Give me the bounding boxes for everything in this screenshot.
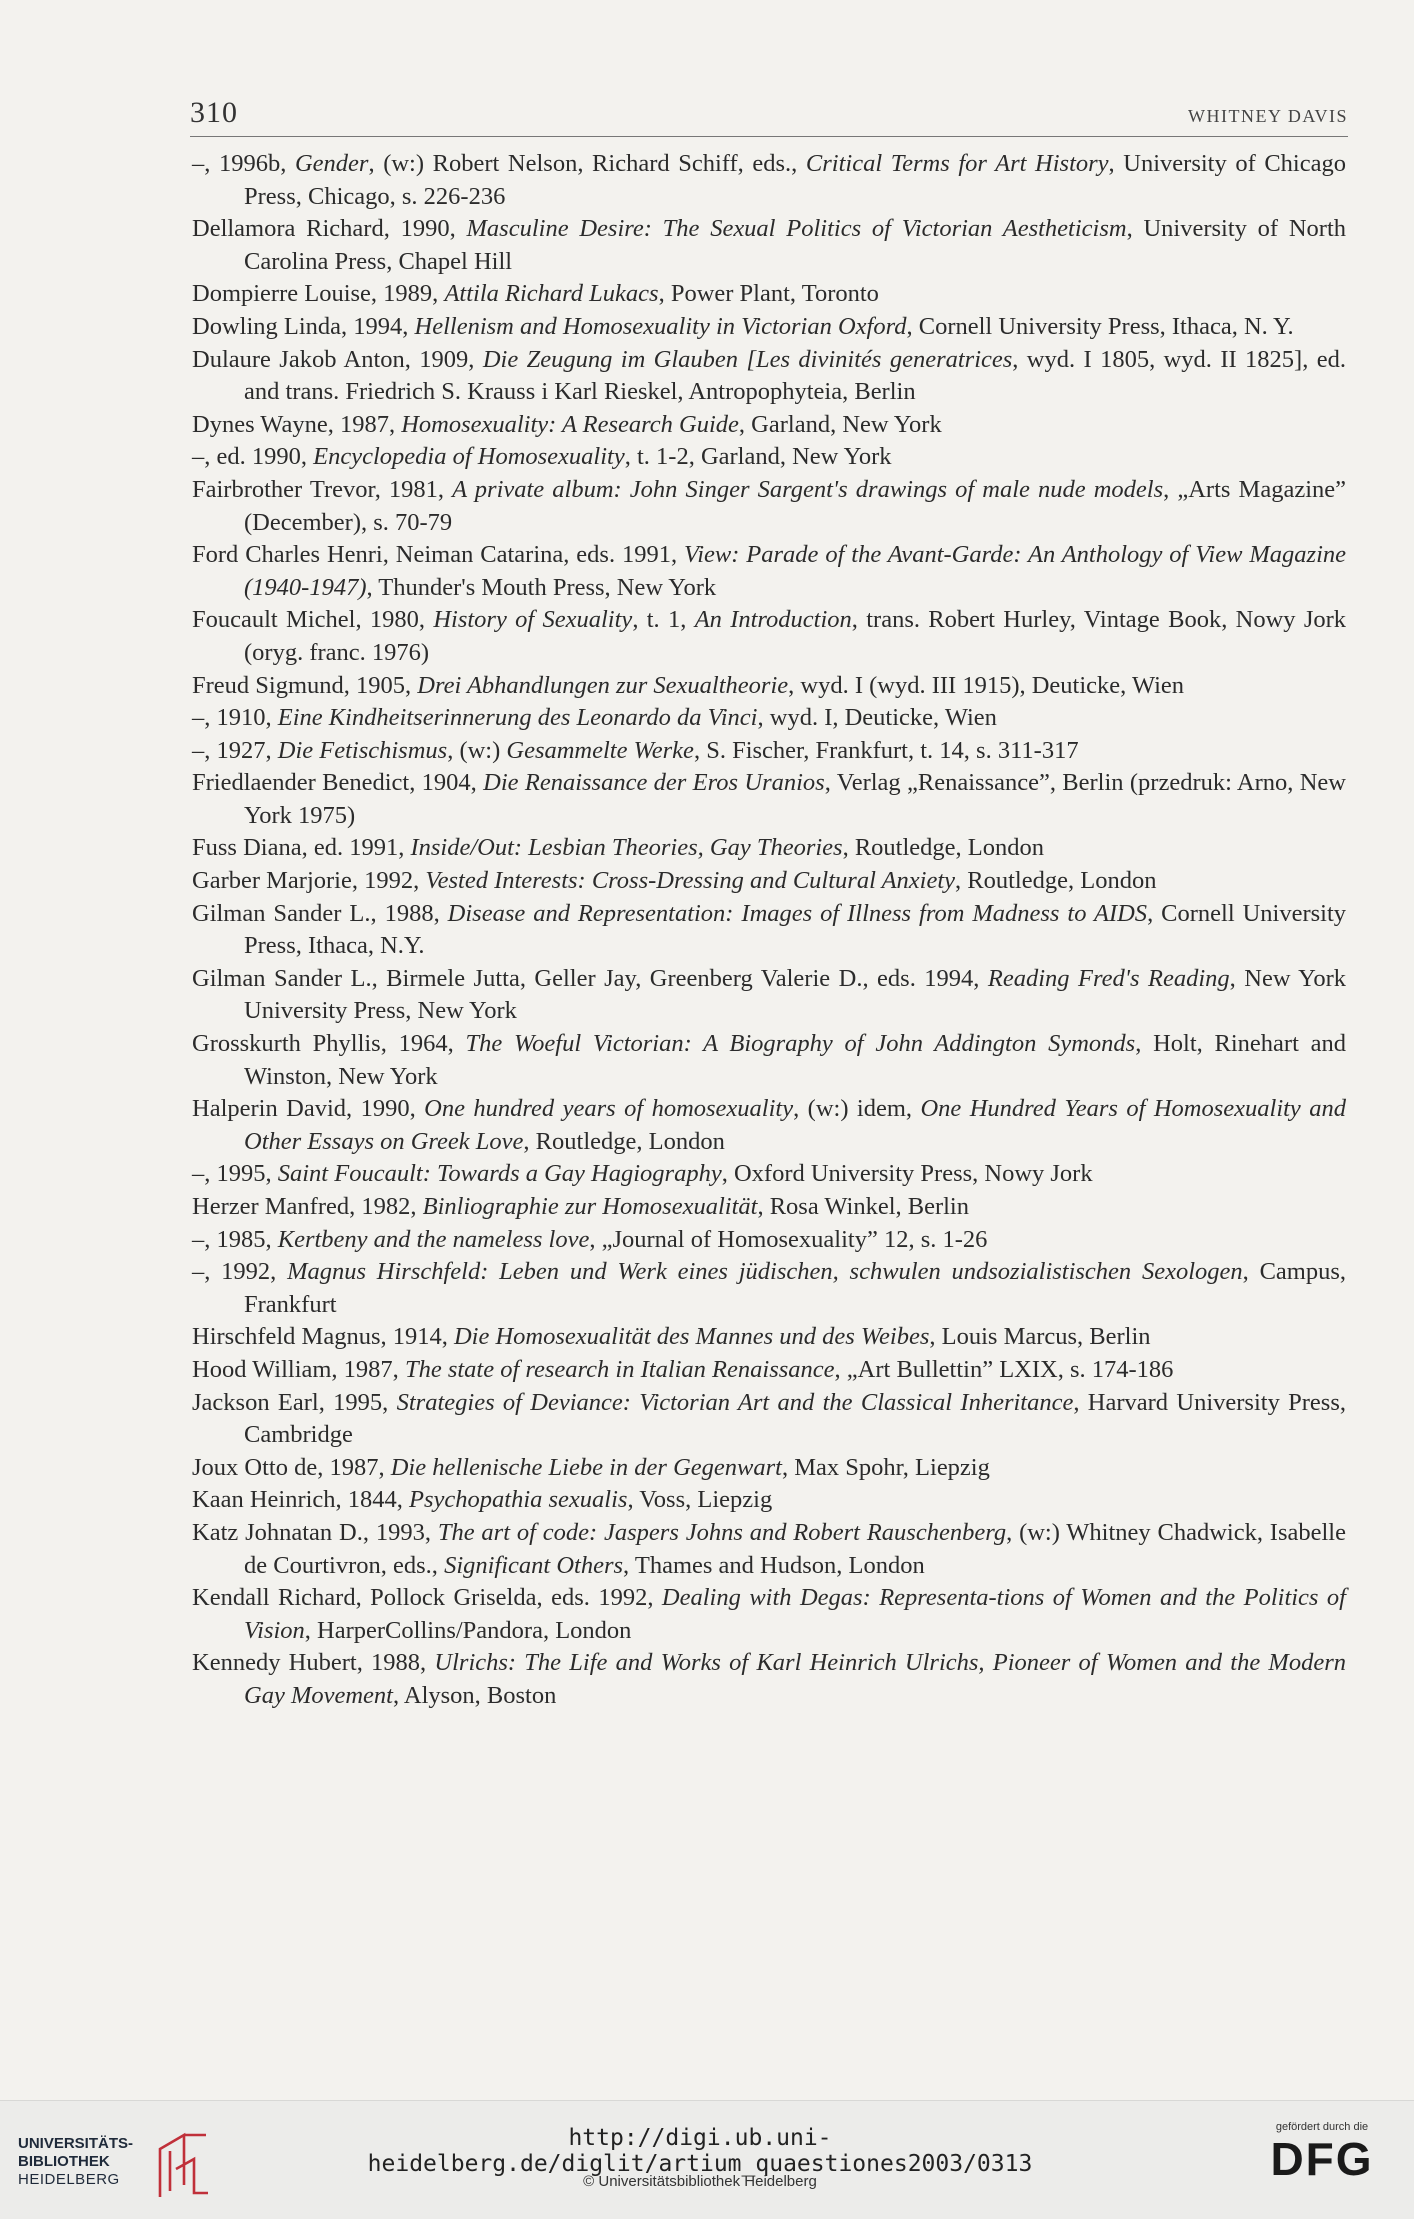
entry-text: , Thunder's Mouth Press, New York bbox=[366, 573, 717, 601]
entry-text: Gilman Sander L., 1988, bbox=[192, 899, 448, 927]
entry-text: –, 1995, bbox=[192, 1160, 278, 1188]
entry-title: One hundred years of homosexuality bbox=[424, 1095, 794, 1123]
bibliography-entry bbox=[192, 1028, 1346, 1093]
bibliography-entry bbox=[192, 1452, 1346, 1485]
entry-title: One Hundred Years of Homosexuality and Other Essays on Greek Love bbox=[244, 1095, 1346, 1155]
entry-title: Critical Terms for Art History bbox=[805, 150, 1109, 177]
bibliography-entry bbox=[192, 1321, 1346, 1354]
entry-text: , Rosa Winkel, Berlin bbox=[757, 1193, 969, 1220]
entry-title: Homosexuality: A Research Guide bbox=[401, 410, 739, 438]
entry-text: , Routledge, London bbox=[842, 834, 1044, 862]
entry-text: Dompierre Louise, 1989, bbox=[192, 280, 445, 308]
bibliography-entry bbox=[192, 1158, 1346, 1191]
entry-text: , Alyson, Boston bbox=[392, 1681, 557, 1709]
bibliography-entry bbox=[192, 213, 1346, 278]
entry-text: Kaan Heinrich, 1844, bbox=[192, 1486, 410, 1514]
entry-text: Katz Johnatan D., 1993, bbox=[192, 1518, 438, 1546]
entry-title: The Woeful Victorian: A Biography of John Addington Symonds bbox=[465, 1030, 1136, 1058]
entry-title: Psychopathia sexualis bbox=[409, 1486, 628, 1514]
entry-text: , University of North Carolina Press, Chapel Hill bbox=[244, 215, 1347, 275]
entry-text: , „Journal of Homosexuality” 12, s. 1-26 bbox=[589, 1225, 988, 1253]
dfg-caption: gefördert durch die bbox=[1275, 2121, 1369, 2133]
entry-text: –, 1910, bbox=[192, 704, 278, 732]
entry-title: Strategies of Deviance: Victorian Art and the Classical Inheritance bbox=[396, 1388, 1074, 1416]
entry-text: , (w:) Robert Nelson, Richard Schiff, eds., bbox=[368, 150, 806, 177]
entry-text: Kennedy Hubert, 1988, bbox=[192, 1649, 435, 1677]
bibliography-entry bbox=[192, 1354, 1346, 1387]
bibliography-entry bbox=[192, 1256, 1346, 1321]
entry-title: History of Sexuality bbox=[433, 606, 633, 634]
entry-text: –, 1985, bbox=[192, 1225, 278, 1253]
page-number: 310 bbox=[190, 96, 238, 129]
entry-text: Dellamora Richard, 1990, bbox=[192, 215, 467, 243]
entry-text: Joux Otto de, 1987, bbox=[192, 1453, 391, 1481]
entry-text: , „Art Bullettin” LXIX, s. 174-186 bbox=[834, 1355, 1174, 1383]
entry-text: Dulaure Jakob Anton, 1909, bbox=[192, 345, 483, 373]
bibliography-entry bbox=[192, 1191, 1346, 1224]
entry-title: A private album: John Singer Sargent's drawings of male nude models bbox=[452, 475, 1164, 503]
bibliography-entry bbox=[192, 865, 1346, 898]
entry-title: Disease and Representation: Images of Illness from Madness to AIDS bbox=[447, 899, 1148, 927]
entry-text: , Routledge, London bbox=[523, 1127, 725, 1155]
entry-text: –, 1992, bbox=[192, 1258, 288, 1286]
bibliography-entry bbox=[192, 1224, 1346, 1257]
bibliography-entry bbox=[192, 1582, 1346, 1647]
library-name-line2: BIBLIOTHEK bbox=[18, 2153, 110, 2170]
bibliography-entry bbox=[192, 1647, 1346, 1712]
bibliography-entry bbox=[192, 735, 1346, 768]
entry-title: Eine Kindheitserinnerung des Leonardo da Vinci bbox=[277, 704, 758, 732]
entry-text: Herzer Manfred, 1982, bbox=[192, 1193, 423, 1220]
bibliography-entry bbox=[192, 702, 1346, 735]
bibliography-entry bbox=[192, 1517, 1346, 1582]
entry-text: Fuss Diana, ed. 1991, bbox=[192, 834, 411, 862]
running-head: WHITNEY DAVIS bbox=[1188, 106, 1348, 126]
bibliography-entry bbox=[192, 1484, 1346, 1517]
bibliography-entry bbox=[192, 148, 1346, 213]
entry-text: Hirschfeld Magnus, 1914, bbox=[192, 1323, 454, 1351]
bibliography-entry bbox=[192, 278, 1346, 311]
entry-text: , S. Fischer, Frankfurt, t. 14, s. 311-317 bbox=[693, 736, 1079, 764]
entry-title: Die Homosexualität des Mannes und des Weibes bbox=[453, 1323, 930, 1351]
entry-title: The art of code: Jaspers Johns and Robert Rauschenberg bbox=[437, 1518, 1007, 1546]
entry-text: , Max Spohr, Liepzig bbox=[781, 1453, 990, 1481]
entry-text: –, 1927, bbox=[192, 736, 278, 764]
entry-text: , Cornell University Press, Ithaca, N. Y. bbox=[906, 312, 1294, 340]
entry-text: Halperin David, 1990, bbox=[192, 1095, 425, 1123]
entry-title: Attila Richard Lukacs bbox=[444, 280, 659, 308]
bibliography-entry bbox=[192, 409, 1346, 442]
entry-text: , Routledge, London bbox=[955, 867, 1157, 895]
entry-text: , „Arts Magazine” (December), s. 70-79 bbox=[244, 475, 1347, 536]
bibliography-entry bbox=[192, 1387, 1346, 1452]
entry-text: Hood William, 1987, bbox=[192, 1355, 405, 1383]
entry-title: Die Zeugung im Glauben [Les divinités generatrices bbox=[482, 345, 1013, 373]
entry-text: Fairbrother Trevor, 1981, bbox=[192, 475, 453, 503]
entry-title: Reading Fred's Reading bbox=[987, 964, 1230, 992]
entry-text: , Voss, Liepzig bbox=[627, 1486, 773, 1514]
bibliography-entry bbox=[192, 767, 1346, 832]
document-url-link[interactable]: http://digi.ub.uni-heidelberg.de/diglit/artium_quaestiones2003/0313 bbox=[367, 2125, 1033, 2177]
entry-title: Significant Others bbox=[444, 1551, 624, 1579]
entry-text: Dynes Wayne, 1987, bbox=[192, 410, 402, 438]
entry-text: , Power Plant, Toronto bbox=[658, 280, 879, 308]
entry-title: View: Parade of the Avant-Garde: An Anthology of View Magazine (1940-1947) bbox=[244, 541, 1346, 601]
entry-text: , Garland, New York bbox=[738, 410, 942, 438]
entry-title: Vested Interests: Cross-Dressing and Cultural Anxiety bbox=[425, 867, 956, 895]
entry-text: , New York University Press, New York bbox=[244, 964, 1346, 1025]
bibliography-list bbox=[192, 148, 1346, 1713]
entry-text: , wyd. I, Deuticke, Wien bbox=[757, 704, 997, 732]
entry-text: , Oxford University Press, Nowy Jork bbox=[721, 1160, 1093, 1188]
bibliography-entry bbox=[192, 604, 1346, 669]
entry-text: Kendall Richard, Pollock Griselda, eds. 1992, bbox=[192, 1584, 662, 1612]
footer bbox=[0, 2100, 1414, 2219]
bibliography-entry bbox=[192, 963, 1346, 1028]
entry-title: An Introduction bbox=[694, 606, 852, 634]
entry-title: Gender bbox=[294, 150, 369, 177]
entry-text: –, 1996b, bbox=[192, 150, 295, 177]
entry-text: Foucault Michel, 1980, bbox=[192, 606, 434, 634]
entry-title: Saint Foucault: Towards a Gay Hagiography bbox=[277, 1160, 722, 1188]
entry-text: , wyd. I (wyd. III 1915), Deuticke, Wien bbox=[788, 671, 1185, 699]
bibliography-entry bbox=[192, 832, 1346, 865]
bibliography-entry bbox=[192, 539, 1346, 604]
entry-title: Die hellenische Liebe in der Gegenwart bbox=[390, 1453, 782, 1481]
entry-text: , trans. Robert Hurley, Vintage Book, Nowy Jork (oryg. franc. 1976) bbox=[244, 606, 1347, 666]
copyright-text: © Universitätsbibliothek Heidelberg bbox=[583, 2173, 817, 2190]
bibliography-entry bbox=[192, 441, 1346, 474]
bibliography-entry bbox=[192, 898, 1346, 963]
entry-text: , Thames and Hudson, London bbox=[623, 1551, 925, 1579]
entry-title: Inside/Out: Lesbian Theories, Gay Theories bbox=[410, 834, 843, 862]
entry-text: Friedlaender Benedict, 1904, bbox=[192, 769, 484, 797]
entry-text: , (w:) Whitney Chadwick, Isabelle de Courtivron, eds., bbox=[244, 1518, 1346, 1579]
entry-title: Magnus Hirschfeld: Leben und Werk eines jüdischen, schwulen undsozialistischen Sexologen bbox=[287, 1258, 1243, 1286]
entry-title: Dealing with Degas: Representa-tions of Women and the Politics of Vision bbox=[244, 1584, 1346, 1644]
page-header bbox=[190, 96, 1348, 137]
entry-text: Jackson Earl, 1995, bbox=[192, 1388, 397, 1416]
entry-text: Freud Sigmund, 1905, bbox=[192, 671, 418, 699]
dfg-logo bbox=[1252, 2121, 1392, 2183]
entry-title: Ulrichs: The Life and Works of Karl Heinrich Ulrichs, Pioneer of Women and the Modern Gay Movement bbox=[244, 1649, 1346, 1709]
entry-text: , t. 1, bbox=[632, 606, 695, 634]
entry-text: , t. 1-2, Garland, New York bbox=[624, 443, 892, 471]
library-name-line1: UNIVERSITÄTS- bbox=[18, 2135, 134, 2152]
entry-title: Encyclopedia of Homosexuality bbox=[313, 443, 625, 471]
library-mark-icon bbox=[146, 2129, 216, 2201]
entry-text: Gilman Sander L., Birmele Jutta, Geller Jay, Greenberg Valerie D., eds. 1994, bbox=[192, 964, 988, 992]
entry-title: The state of research in Italian Renaissance bbox=[404, 1355, 835, 1383]
entry-title: Die Renaissance der Eros Uranios bbox=[483, 769, 825, 797]
bibliography-entry bbox=[192, 344, 1346, 409]
entry-title: Hellenism and Homosexuality in Victorian Oxford bbox=[414, 312, 907, 340]
entry-title: Gesammelte Werke bbox=[506, 736, 694, 764]
entry-text: Grosskurth Phyllis, 1964, bbox=[192, 1030, 466, 1058]
entry-text: , University of Chicago Press, Chicago, s. 226-236 bbox=[244, 150, 1346, 210]
bibliography-entry bbox=[192, 1093, 1346, 1158]
entry-text: , (w:) idem, bbox=[793, 1095, 921, 1123]
entry-text: , Louis Marcus, Berlin bbox=[929, 1323, 1151, 1351]
entry-title: Kertbeny and the nameless love bbox=[277, 1225, 590, 1253]
entry-title: Binliographie zur Homosexualität bbox=[422, 1193, 758, 1220]
entry-text: , Verlag „Renaissance”, Berlin (przedruk: Arno, New York 1975) bbox=[244, 769, 1346, 829]
bibliography-entry bbox=[192, 670, 1346, 703]
entry-text: , wyd. I 1805, wyd. II 1825], ed. and trans. Friedrich S. Krauss i Karl Rieskel, Antropophyteia, Berlin bbox=[244, 345, 1346, 406]
entry-text: , HarperCollins/Pandora, London bbox=[304, 1616, 632, 1644]
library-logo bbox=[18, 2135, 248, 2199]
library-name-line3: HEIDELBERG bbox=[18, 2171, 120, 2188]
entry-text: Garber Marjorie, 1992, bbox=[192, 867, 426, 895]
entry-text: , Harvard University Press, Cambridge bbox=[244, 1388, 1346, 1449]
entry-text: , Holt, Rinehart and Winston, New York bbox=[244, 1030, 1347, 1090]
entry-text: Dowling Linda, 1994, bbox=[192, 312, 415, 340]
dfg-wordmark: DFG bbox=[1270, 2133, 1374, 2185]
bibliography-entry bbox=[192, 311, 1346, 344]
entry-title: Die Fetischismus bbox=[277, 736, 448, 764]
bibliography-entry bbox=[192, 474, 1346, 539]
entry-title: Drei Abhandlungen zur Sexualtheorie bbox=[417, 671, 789, 699]
entry-text: , Cornell University Press, Ithaca, N.Y. bbox=[244, 899, 1347, 960]
entry-title: Masculine Desire: The Sexual Politics of Victorian Aestheticism bbox=[466, 215, 1127, 243]
entry-text: , (w:) bbox=[447, 736, 507, 764]
entry-text: Ford Charles Henri, Neiman Catarina, eds. 1991, bbox=[192, 541, 685, 569]
entry-text: –, ed. 1990, bbox=[192, 443, 314, 471]
entry-text: , Campus, Frankfurt bbox=[244, 1258, 1346, 1318]
